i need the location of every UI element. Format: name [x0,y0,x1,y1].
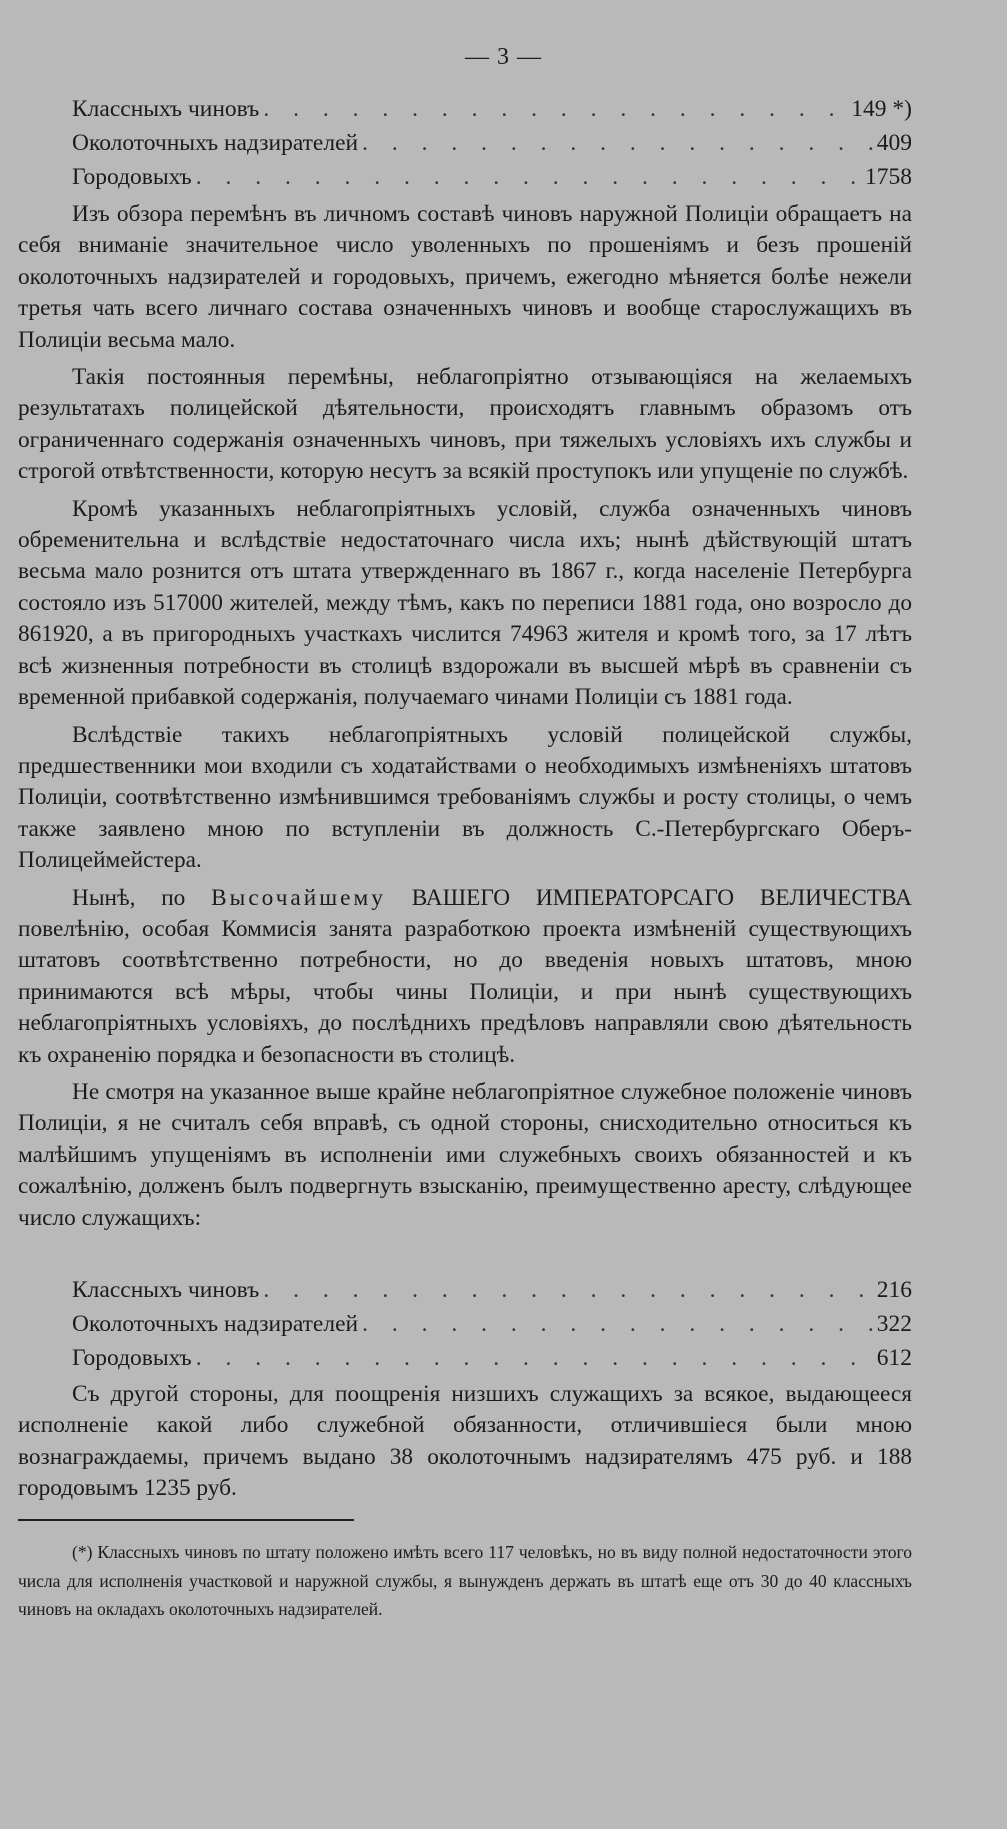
list-item [72,1311,912,1345]
paragraph-spaced-word: Высочайшему [211,884,386,911]
list-item [72,1345,912,1379]
page-number: — 3 — [465,44,542,70]
list-item-value: 216 [876,1277,912,1303]
list-item-value: 409 [876,130,912,156]
list-item-value: 322 [876,1311,912,1337]
body-text-block-2 [18,1379,912,1505]
dot-leader [263,96,847,123]
list-item-value: 612 [876,1345,912,1371]
paragraph: Кромѣ указанныхъ неблагопріятныхъ условій, служба означенныхъ чиновъ обременительна и вслѣдствіе недостаточнаго числа ихъ; нынѣ дѣйствующій штатъ весьма мало рознится отъ штата утвержденнаго въ 1867 г., когда населеніе Петербурга состояло изъ 517000 жителей, между тѣмъ, какъ по переписи 1881 года, оно возросло до 861920, а въ пригородныхъ участкахъ числится 74963 жителя и кромѣ того, за 17 лѣтъ всѣ жизненныя потребности въ столицѣ вздорожали въ высшей мѣрѣ въ сравненіи съ временной прибавкой содержанія, получаемаго чинами Полиціи съ 1881 года. [18,495,912,711]
footnote-divider [18,1519,354,1521]
paragraph-imperial-commission [18,883,912,1071]
paragraph: Съ другой стороны, для поощренія низшихъ служащихъ за всякое, выдающееся исполненіе какой либо служебной обязанности, отличившіеся были мною вознаграждаемы, причемъ выдано 38 околоточнымъ надзирателямъ 475 руб. и 188 городовымъ 1235 руб. [18,1381,912,1502]
list-item [72,164,912,198]
list-item [72,130,912,164]
paragraph: Изъ обзора перемѣнъ въ личномъ составѣ чиновъ наружной Полиціи обращаетъ на себя вниманіе значительное число уволенныхъ по прошеніямъ и безъ прошеній околоточныхъ надзирателей и городовыхъ, причемъ, ежегодно мѣняется болѣе нежели третья чать всего личнаго состава означенныхъ чиновъ и вообще старослужащихъ въ Полиціи весьма мало. [18,201,912,353]
dot-leader [196,1345,873,1372]
officer-count-list-2 [72,1277,912,1379]
dot-leader [263,1277,872,1304]
list-item-label: Городовыхъ [72,1345,192,1371]
officer-count-list-1 [72,96,912,198]
paragraph-rest: ВАШЕГО ИМПЕРАТОРСАГО ВЕЛИЧЕСТВА повелѣнію, особая Коммисія занята разработкою проекта измѣненій существующихъ штатовъ соотвѣтственно потребности, но до введенія новыхъ штатовъ, мною принимаются всѣ мѣры, чтобы чины Полиціи, и при нынѣ существующихъ неблагопріятныхъ условіяхъ, до послѣднихъ предѣловъ направляли свою дѣятельность къ охраненію порядка и безопасности въ столицѣ. [18,884,912,1068]
paragraph: Вслѣдствіе такихъ неблагопріятныхъ условій полицейской службы, предшественники мои входили съ ходатайствами о необходимыхъ измѣненіяхъ штатовъ Полиціи, соотвѣтственно измѣнившимся требованіямъ службы и росту столицы, о чемъ также заявлено мною по вступленіи въ должность С.-Петербургскаго Оберъ-Полицеймейстера. [18,721,912,874]
paragraph: Не смотря на указанное выше крайне неблагопріятное служебное положеніе чиновъ Полиціи, я не считалъ себя вправѣ, съ одной стороны, снисходительно относиться къ малѣйшимъ упущеніямъ въ исполненіи ими служебныхъ своихъ обязанностей и къ сожалѣнію, долженъ былъ подвергнуть взысканію, преимущественно аресту, слѣдующее число служащихъ: [18,1078,912,1231]
list-item-label: Околоточныхъ надзирателей [72,1311,359,1337]
list-item-label: Классныхъ чиновъ [72,1277,260,1303]
list-item-label: Околоточныхъ надзирателей [72,130,359,156]
list-item [72,1277,912,1311]
paragraph: Такія постоянныя перемѣны, неблагопріятно отзывающіяся на желаемыхъ результатахъ полицейской дѣятельности, происходятъ главнымъ образомъ отъ ограниченнаго содержанія означенныхъ чиновъ, при тяжелыхъ условіяхъ ихъ службы и строгой отвѣтственности, которую несутъ за всякій проступокъ или упущеніе по службѣ. [18,364,912,485]
list-item [72,96,912,130]
dot-leader [196,164,861,191]
paragraph-lead: Нынѣ, по [72,884,212,911]
list-item-value: 149 *) [851,96,912,122]
list-item-label: Городовыхъ [72,164,192,190]
dot-leader [362,1311,873,1338]
dot-leader [362,130,873,157]
footnote: (*) Классныхъ чиновъ по штату положено имѣть всего 117 человѣкъ, но въ виду полной недостаточности этого числа для исполненія участковой и наружной службы, я вынужденъ держать въ штатѣ еще отъ 30 до 40 классныхъ чиновъ на окладахъ околоточныхъ надзирателей. [18,1542,912,1619]
list-item-value: 1758 [865,164,912,190]
body-text-block-1 [18,199,912,1234]
list-item-label: Классныхъ чиновъ [72,96,260,122]
